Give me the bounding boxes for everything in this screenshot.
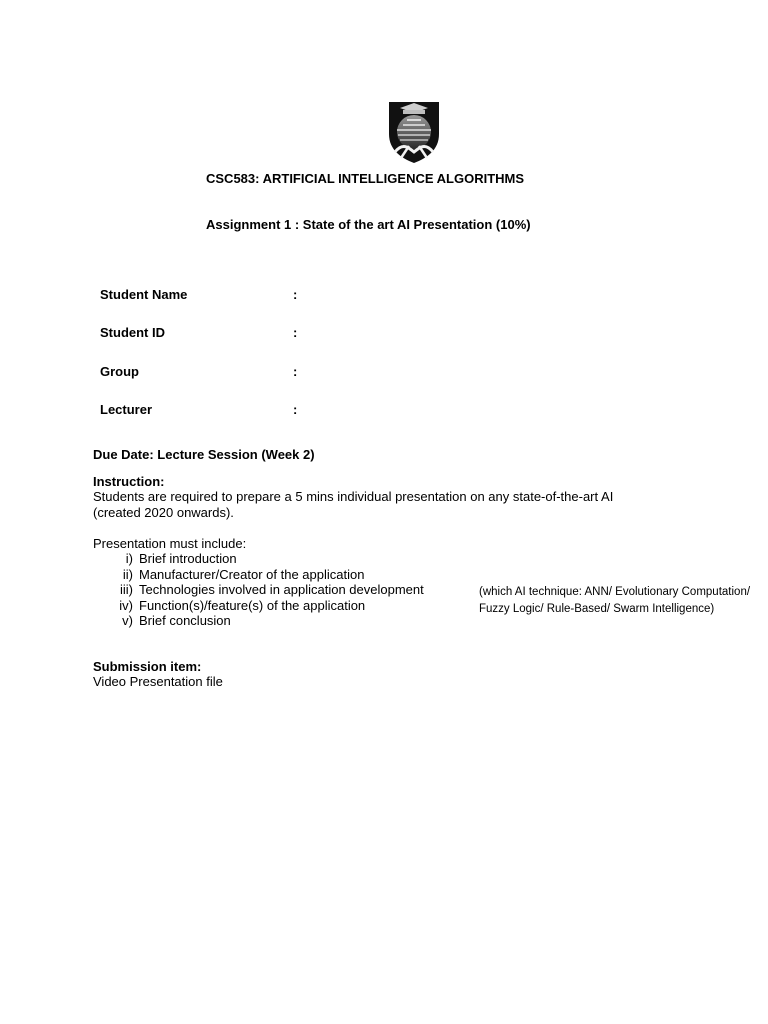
presentation-list [93, 551, 473, 629]
presentation-heading: Presentation must include: [93, 536, 247, 551]
instruction-heading: Instruction: [93, 474, 165, 489]
list-numeral: v) [122, 613, 133, 628]
list-item-text: Manufacturer/Creator of the application [139, 566, 365, 582]
submission-text: Video Presentation file [93, 674, 223, 689]
list-numeral: ii) [122, 566, 133, 582]
list-item-text: Brief introduction [139, 551, 237, 566]
instruction-text: Students are required to prepare a 5 mins individual presentation on any state-of-the-art AI (created 2020 onwards). [93, 489, 614, 520]
list-numeral: i) [125, 551, 133, 566]
student-name-label: Student Name [100, 287, 188, 302]
course-title: CSC583: ARTIFICIAL INTELLIGENCE ALGORITHMS [206, 171, 525, 186]
list-numeral: iv) [119, 597, 133, 613]
group-label: Group [100, 364, 139, 379]
list-item-text: Function(s)/feature(s) of the application [139, 597, 366, 613]
list-item-text: Technologies involved in application development [139, 582, 424, 597]
student-id-label: Student ID [100, 325, 165, 340]
group-colon: : [293, 364, 298, 379]
submission-heading: Submission item: [93, 659, 202, 674]
list-item-text: Brief conclusion [139, 613, 231, 628]
list-numeral: iii) [120, 582, 133, 597]
list-item [93, 613, 473, 629]
student-id-colon: : [293, 325, 298, 340]
university-crest-icon [387, 100, 441, 164]
lecturer-colon: : [293, 402, 298, 417]
list-item [93, 551, 473, 567]
list-item [93, 598, 473, 614]
ai-technique-note: (which AI technique: ANN/ Evolutionary Computation/ Fuzzy Logic/ Rule-Based/ Swarm Intelligence) [479, 586, 751, 615]
student-name-colon: : [293, 287, 298, 302]
due-date: Due Date: Lecture Session (Week 2) [93, 447, 315, 462]
lecturer-label: Lecturer [100, 402, 153, 417]
list-item [93, 567, 473, 583]
list-item [93, 582, 473, 598]
assignment-title: Assignment 1 : State of the art AI Presentation (10%) [206, 217, 531, 232]
